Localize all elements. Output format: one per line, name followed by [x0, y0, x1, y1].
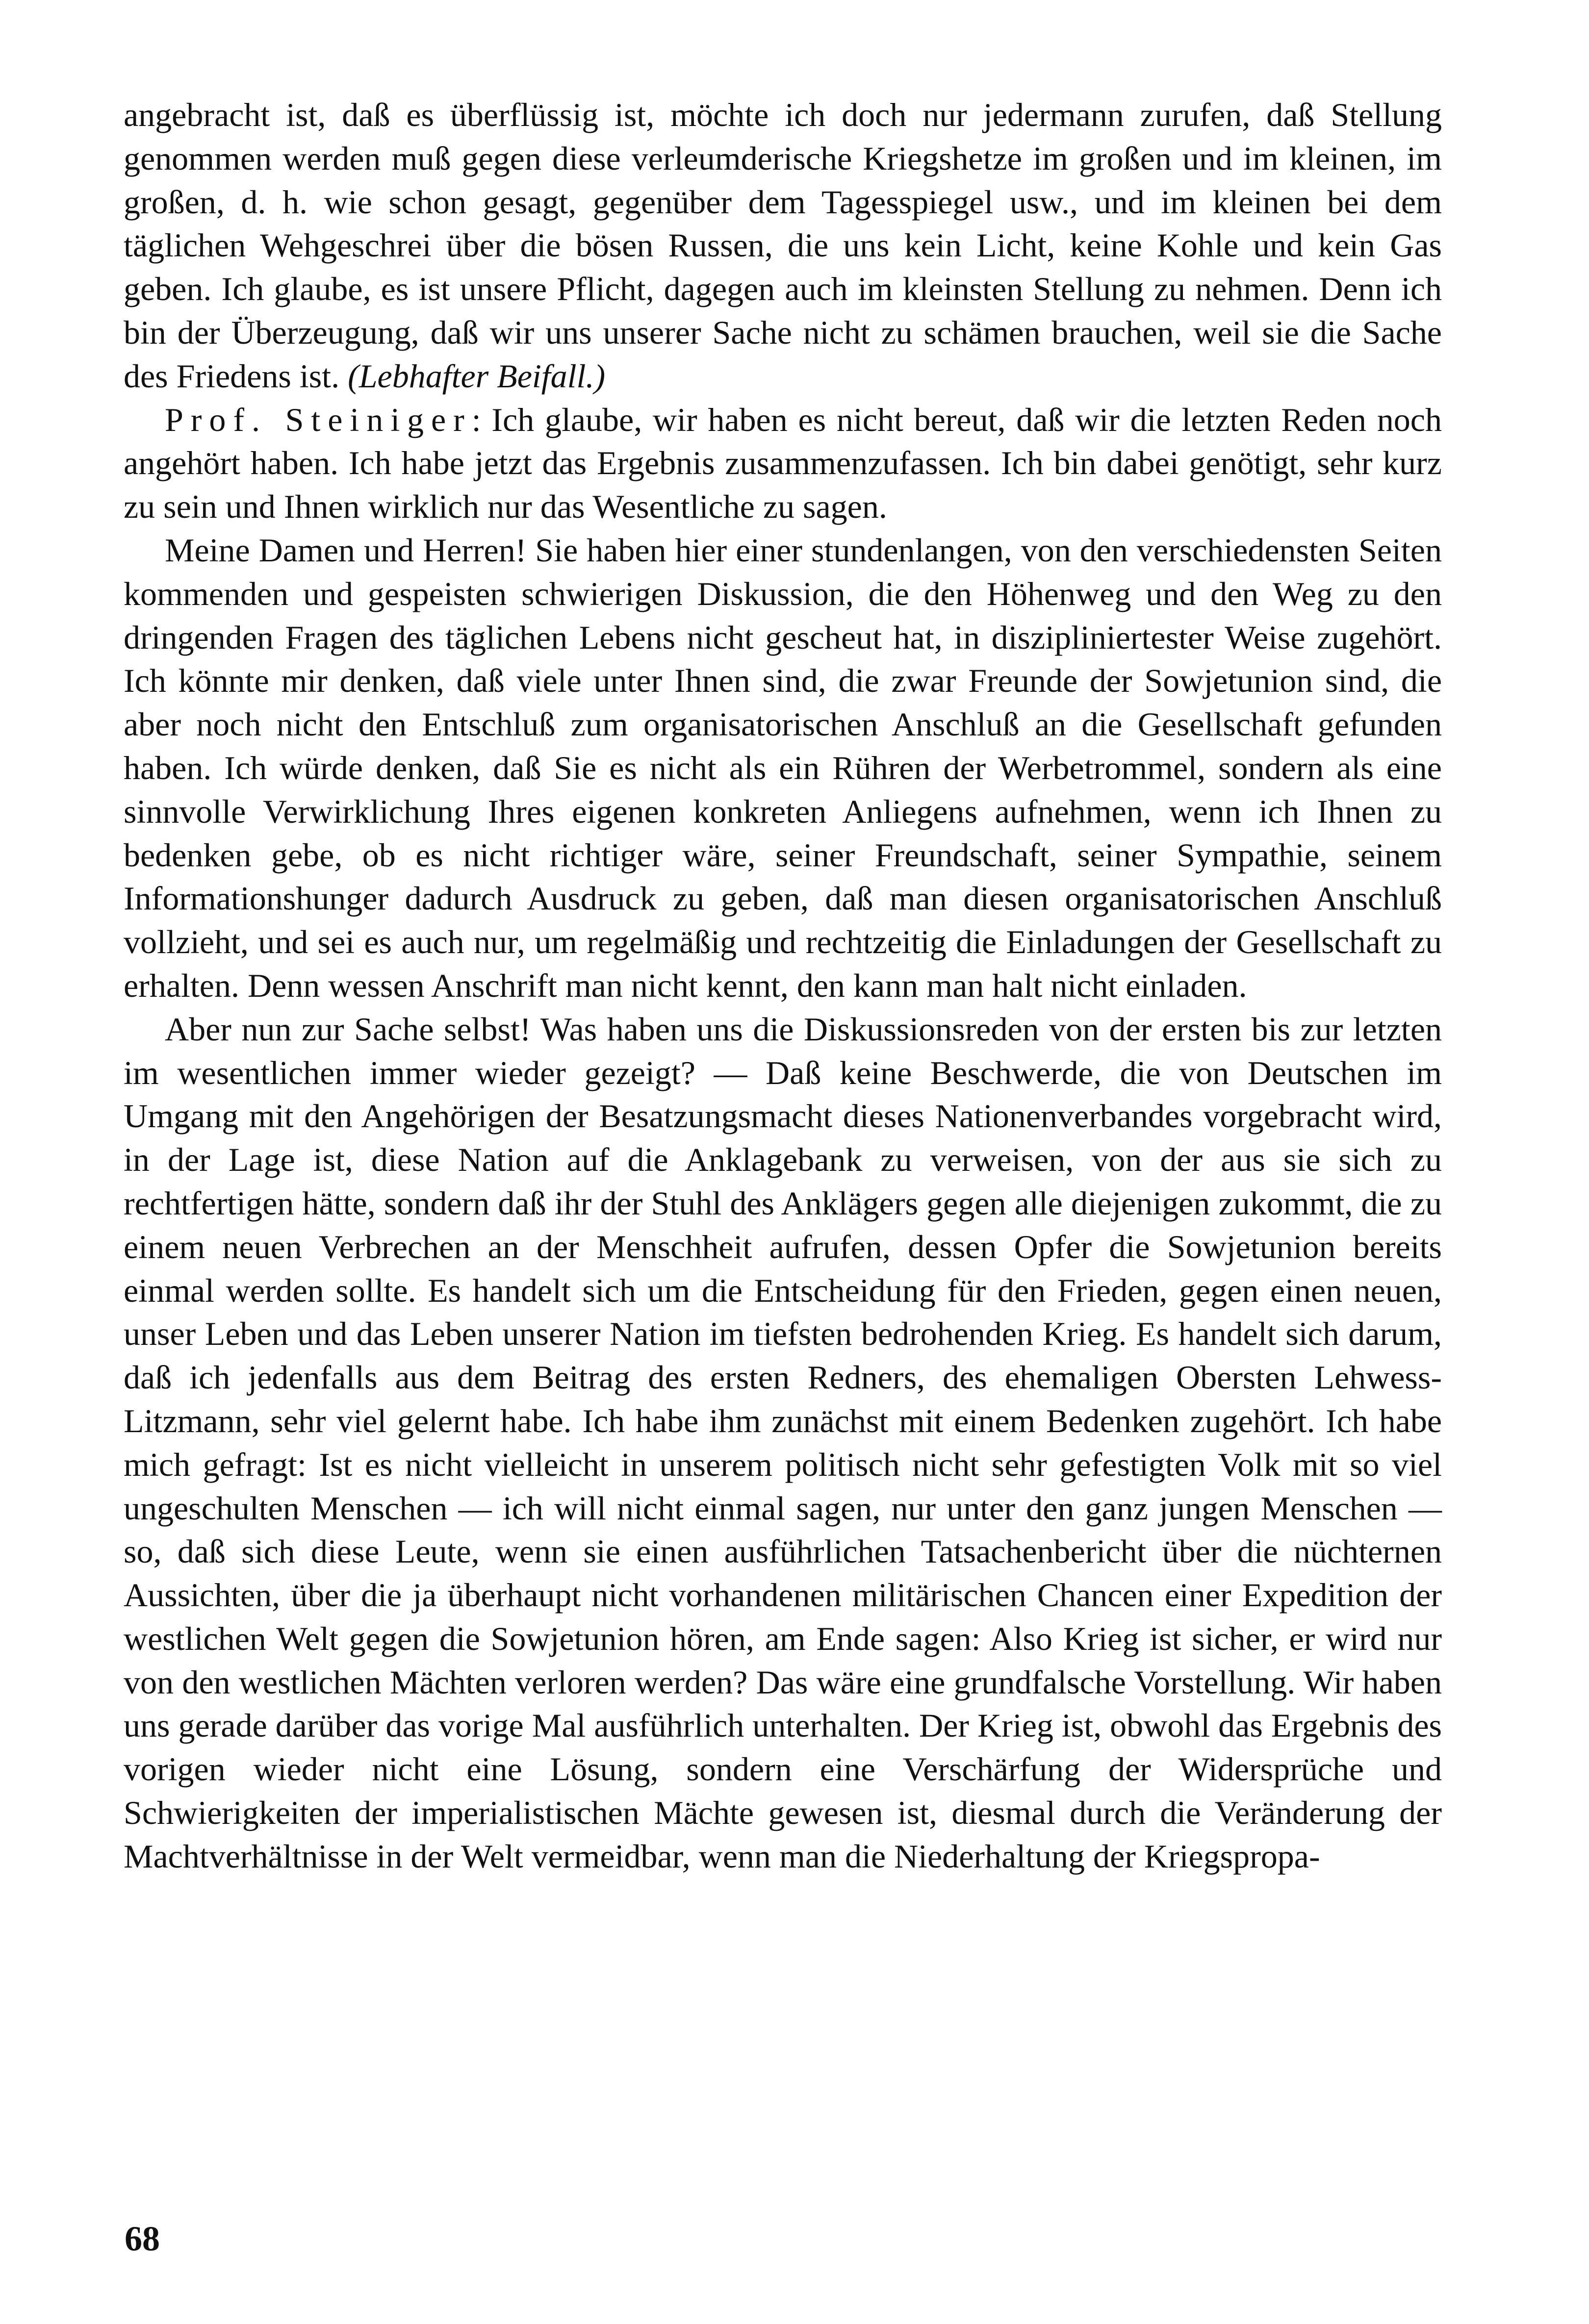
paragraph-2 — [124, 398, 1442, 529]
paragraph-4 — [124, 1008, 1442, 1878]
page-number: 68 — [125, 2219, 160, 2258]
speaker-name: Prof. Steiniger — [165, 401, 472, 438]
paragraph-3 — [124, 529, 1442, 1008]
applause-remark: (Lebhafter Beifall.) — [348, 357, 606, 395]
paragraph-4-text: Aber nun zur Sache selbst! Was haben uns die Diskussionsreden von der ersten bis zur letzten im wesentlichen immer wieder gezeigt? — Daß keine Beschwerde, die von Deutschen im Umgang mit den Angehörigen der Besatzungsmacht dieses Nationenverbandes vorgebracht wird, in der Lage ist, diese Nation auf die Anklagebank zu verweisen, von der aus sie sich zu rechtfertigen hätte, sondern daß ihr der Stuhl des Anklägers gegen alle diejenigen zukommt, die zu einem neuen Verbrechen an der Menschheit aufrufen, dessen Opfer die Sowjetunion bereits einmal werden sollte. Es handelt sich um die Entscheidung für den Frieden, gegen einen neuen, unser Leben und das Leben unserer Nation im tiefsten bedrohenden Krieg. Es handelt sich darum, daß ich jedenfalls aus dem Beitrag des ersten Redners, des ehemaligen Obersten Lehwess-Litzmann, sehr viel gelernt habe. Ich habe ihm zunächst mit einem Bedenken zugehört. Ich habe mich gefragt: Ist es nicht vielleicht in unserem politisch nicht sehr gefestigten Volk mit so viel ungeschulten Menschen — ich will nicht einmal sagen, nur unter den ganz jungen Menschen — so, daß sich diese Leute, wenn sie einen ausführlichen Tatsachenbericht über die nüchternen Aussichten, über die ja überhaupt nicht vorhandenen militärischen Chancen einer Expedition der westlichen Welt gegen die Sowjetunion hören, am Ende sagen: Also Krieg ist sicher, er wird nur von den westlichen Mächten verloren werden? Das wäre eine grundfalsche Vorstellung. Wir haben uns gerade darüber das vorige Mal ausführlich unterhalten. Der Krieg ist, obwohl das Ergebnis des vorigen wieder nicht eine Lösung, sondern eine Verschärfung der Widersprüche und Schwierigkeiten der imperialistischen Mächte gewesen ist, diesmal durch die Veränderung der Machtverhältnisse in der Welt vermeidbar, wenn man die Niederhaltung der Kriegspropa- — [124, 1010, 1442, 1875]
page-body — [124, 93, 1442, 1878]
paragraph-2-text: : Ich glaube, wir haben es nicht bereut, daß wir die letzten Reden noch angehört haben. Ich habe jetzt das Ergebnis zusammenzufassen. Ich bin dabei genötigt, sehr kurz zu sein und Ihnen wirklich nur das Wesentliche zu sagen. — [124, 401, 1442, 526]
paragraph-1-text: angebracht ist, daß es überflüssig ist, möchte ich doch nur jedermann zurufen, daß Stellung genommen werden muß gegen diese verleumderische Kriegshetze im großen und im kleinen, im großen, d. h. wie schon gesagt, gegenüber dem Tagesspiegel usw., und im kleinen bei dem täglichen Wehgeschrei über die bösen Russen, die uns kein Licht, keine Kohle und kein Gas geben. Ich glaube, es ist unsere Pflicht, dagegen auch im kleinsten Stellung zu nehmen. Denn ich bin der Überzeugung, daß wir uns unserer Sache nicht zu schämen brauchen, weil sie die Sache des Friedens ist. — [124, 96, 1442, 395]
paragraph-1 — [124, 93, 1442, 398]
paragraph-3-text: Meine Damen und Herren! Sie haben hier einer stundenlangen, von den verschiedensten Seiten kommenden und gespeisten schwierigen Diskussion, die den Höhenweg und den Weg zu den dringenden Fragen des täglichen Lebens nicht gescheut hat, in diszipliniertester Weise zugehört. Ich könnte mir denken, daß viele unter Ihnen sind, die zwar Freunde der Sowjetunion sind, die aber noch nicht den Entschluß zum organisatorischen Anschluß an die Gesellschaft gefunden haben. Ich würde denken, daß Sie es nicht als ein Rühren der Werbetrommel, sondern als eine sinnvolle Verwirklichung Ihres eigenen konkreten Anliegens aufnehmen, wenn ich Ihnen zu bedenken gebe, ob es nicht richtiger wäre, seiner Freundschaft, seiner Sympathie, seinem Informationshunger dadurch Ausdruck zu geben, daß man diesen organisatorischen Anschluß vollzieht, und sei es auch nur, um regelmäßig und rechtzeitig die Einladungen der Gesellschaft zu erhalten. Denn wessen Anschrift man nicht kennt, den kann man halt nicht einladen. — [124, 531, 1442, 1004]
body-text — [124, 93, 1442, 1878]
